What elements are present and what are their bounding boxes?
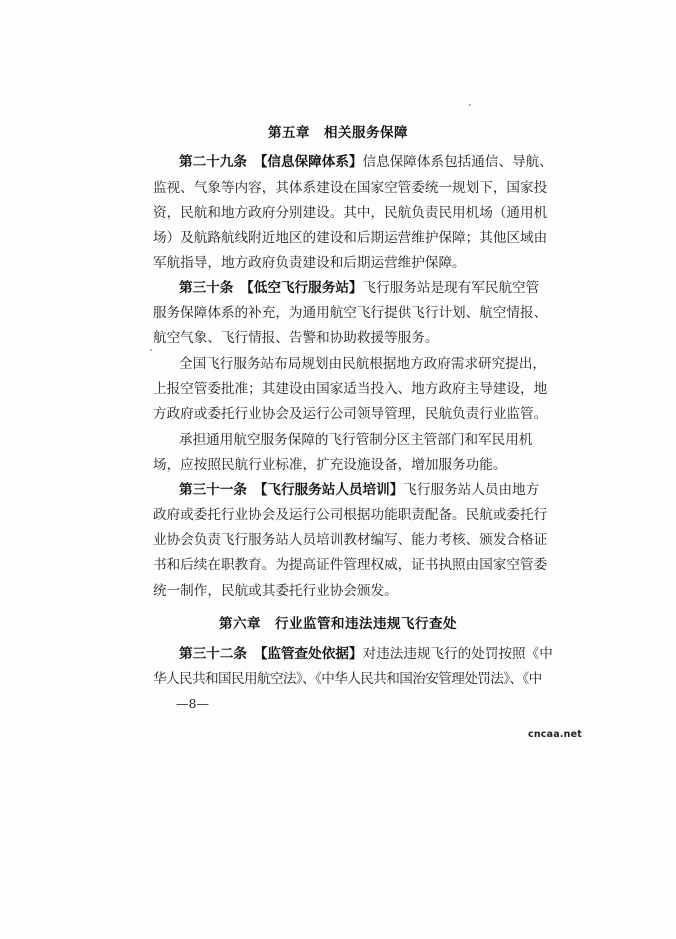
article-29-line-3: 资，民航和地方政府分别建设。其中，民航负责民用机场（通用机 [153, 205, 548, 221]
article-32-line-2: 华人民共和国民用航空法》、《中华人民共和国治安管理处罚法》、《中 [153, 671, 542, 687]
article-29-heading: 第二十九条 【信息保障体系】 [179, 154, 363, 170]
article-29-line-4: 场）及航路航线附近地区的建设和后期运营维护保障；其他区域由 [153, 230, 548, 246]
article-31-line-2: 政府或委托行业协会及运行公司根据功能职责配备。民航或委托行 [153, 507, 548, 523]
page-number: —8— [176, 696, 209, 711]
article-30-para2-line-1: 全国飞行服务站布局规划由民航根据地方政府需求研究提出， [179, 356, 547, 372]
article-30-heading: 第三十条 【低空飞行服务站】 [179, 280, 363, 296]
article-31-heading: 第三十一条 【飞行服务站人员培训】 [179, 482, 404, 498]
scan-speck [469, 104, 471, 106]
article-32-heading: 第三十二条 【监管查处依据】 [179, 646, 363, 662]
article-32-line-1: 第三十二条 【监管查处依据】对违法违规飞行的处罚按照《中 [179, 646, 553, 662]
article-30-line-1: 第三十条 【低空飞行服务站】飞行服务站是现有军民航空管 [179, 280, 540, 296]
scan-speck [150, 349, 152, 351]
article-29-line-1: 第二十九条 【信息保障体系】信息保障体系包括通信、导航、 [179, 154, 553, 170]
watermark-text: cncaa.net [528, 729, 583, 740]
article-29-line-5: 军航指导，地方政府负责建设和后期运营维护保障。 [153, 255, 466, 271]
article-30-para2-line-3: 方政府或委托行业协会及运行公司领导管理，民航负责行业监管。 [153, 406, 548, 422]
chapter-6-heading: 第六章 行业监管和违法违规飞行查处 [219, 616, 457, 632]
article-30-line-2: 服务保障体系的补充，为通用航空飞行提供飞行计划、航空情报、 [153, 305, 548, 321]
article-30-line-3: 航空气象、飞行情报、告警和协助救援等服务。 [153, 330, 439, 346]
article-29-line-2: 监视、气象等内容，其体系建设在国家空管委统一规划下，国家投 [153, 180, 548, 196]
article-30-para3-line-1: 承担通用航空服务保障的飞行管制分区主管部门和军民用机 [179, 432, 533, 448]
article-31-line-3: 业协会负责飞行服务站人员培训教材编写、能力考核、颁发合格证 [153, 532, 548, 548]
article-31-line-4: 书和后续在职教育。为提高证件管理权威，证书执照由国家空管委 [153, 557, 548, 573]
article-30-para3-line-2: 场，应按照民航行业标准，扩充设施设备，增加服务功能。 [153, 457, 507, 473]
article-30-para2-line-2: 上报空管委批准；其建设由国家适当投入、地方政府主导建设，地 [153, 381, 548, 397]
article-31-line-5: 统一制作，民航或其委托行业协会颁发。 [153, 583, 398, 599]
chapter-5-heading: 第五章 相关服务保障 [268, 125, 408, 141]
article-31-line-1: 第三十一条 【飞行服务站人员培训】飞行服务站人员由地方 [179, 482, 540, 498]
